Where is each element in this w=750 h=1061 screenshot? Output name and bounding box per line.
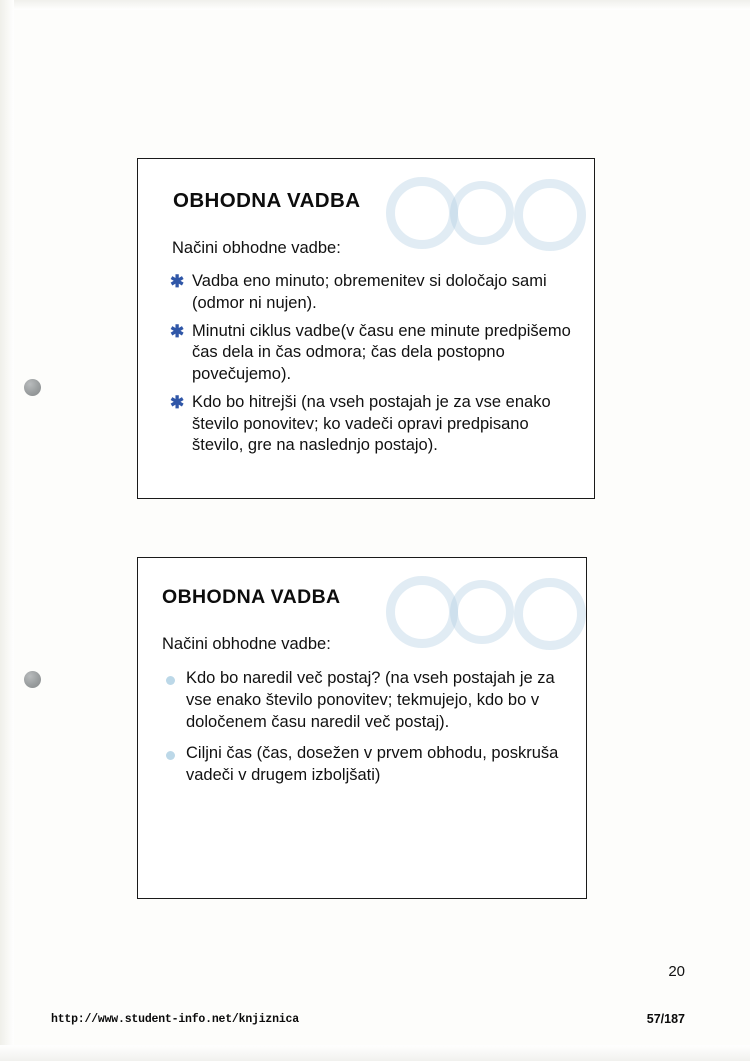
list-item bbox=[166, 392, 578, 457]
slide-title: OBHODNA VADBA bbox=[173, 189, 361, 212]
scan-edge-top bbox=[0, 0, 750, 10]
star-bullet-icon: ✱ bbox=[170, 272, 185, 291]
slide-bullet-list bbox=[158, 668, 578, 797]
footer-url: http://www.student-info.net/knjiznica bbox=[51, 1013, 299, 1026]
scan-edge-bottom bbox=[0, 1045, 750, 1061]
slide-title: OBHODNA VADBA bbox=[162, 586, 341, 608]
ring-watermark-icon bbox=[386, 177, 458, 249]
dot-bullet-icon bbox=[166, 676, 175, 685]
star-bullet-icon: ✱ bbox=[170, 392, 185, 412]
list-item-text: Vadba eno minuto; obremenitev si določajo sami (odmor ni nujen). bbox=[192, 272, 547, 312]
binder-hole bbox=[24, 671, 41, 688]
dot-bullet-icon bbox=[166, 751, 175, 760]
list-item-text: Minutni ciklus vadbe(v času ene minute predpišemo čas dela in čas odmora; čas dela postopno povečujemo). bbox=[192, 321, 571, 384]
slide-frame-2 bbox=[137, 557, 587, 899]
list-item bbox=[158, 668, 578, 733]
page-number: 20 bbox=[668, 963, 685, 980]
list-item bbox=[166, 271, 578, 315]
slide-intro-text: Načini obhodne vadbe: bbox=[172, 239, 341, 257]
ring-watermark-icon bbox=[450, 181, 514, 245]
ring-watermark-icon bbox=[386, 576, 458, 648]
list-item-text: Ciljni čas (čas, dosežen v prvem obhodu, poskruša vadeči v drugem izboljšati) bbox=[186, 744, 559, 785]
slide-frame-1 bbox=[137, 158, 595, 499]
binder-hole bbox=[24, 379, 41, 396]
ring-watermark-icon bbox=[514, 578, 586, 650]
footer-page-count: 57/187 bbox=[646, 1012, 685, 1026]
scan-edge-left bbox=[0, 0, 14, 1061]
list-item bbox=[166, 321, 578, 386]
list-item-text: Kdo bo naredil več postaj? (na vseh postajah je za vse enako število ponovitev; tekmujejo, kdo bo v določenem času naredil več postaj). bbox=[186, 669, 555, 731]
list-item-text: Kdo bo hitrejši (na vseh postajah je za vse enako število ponovitev; ko vadeči opravi predpisano število, gre na naslednjo postajo). bbox=[192, 392, 551, 455]
list-item bbox=[158, 743, 578, 787]
star-bullet-icon: ✱ bbox=[170, 321, 185, 341]
ring-watermark-icon bbox=[450, 580, 514, 644]
ring-watermark-icon bbox=[514, 179, 586, 251]
slide-bullet-list bbox=[166, 271, 578, 463]
slide-intro-text: Načini obhodne vadbe: bbox=[162, 635, 331, 653]
